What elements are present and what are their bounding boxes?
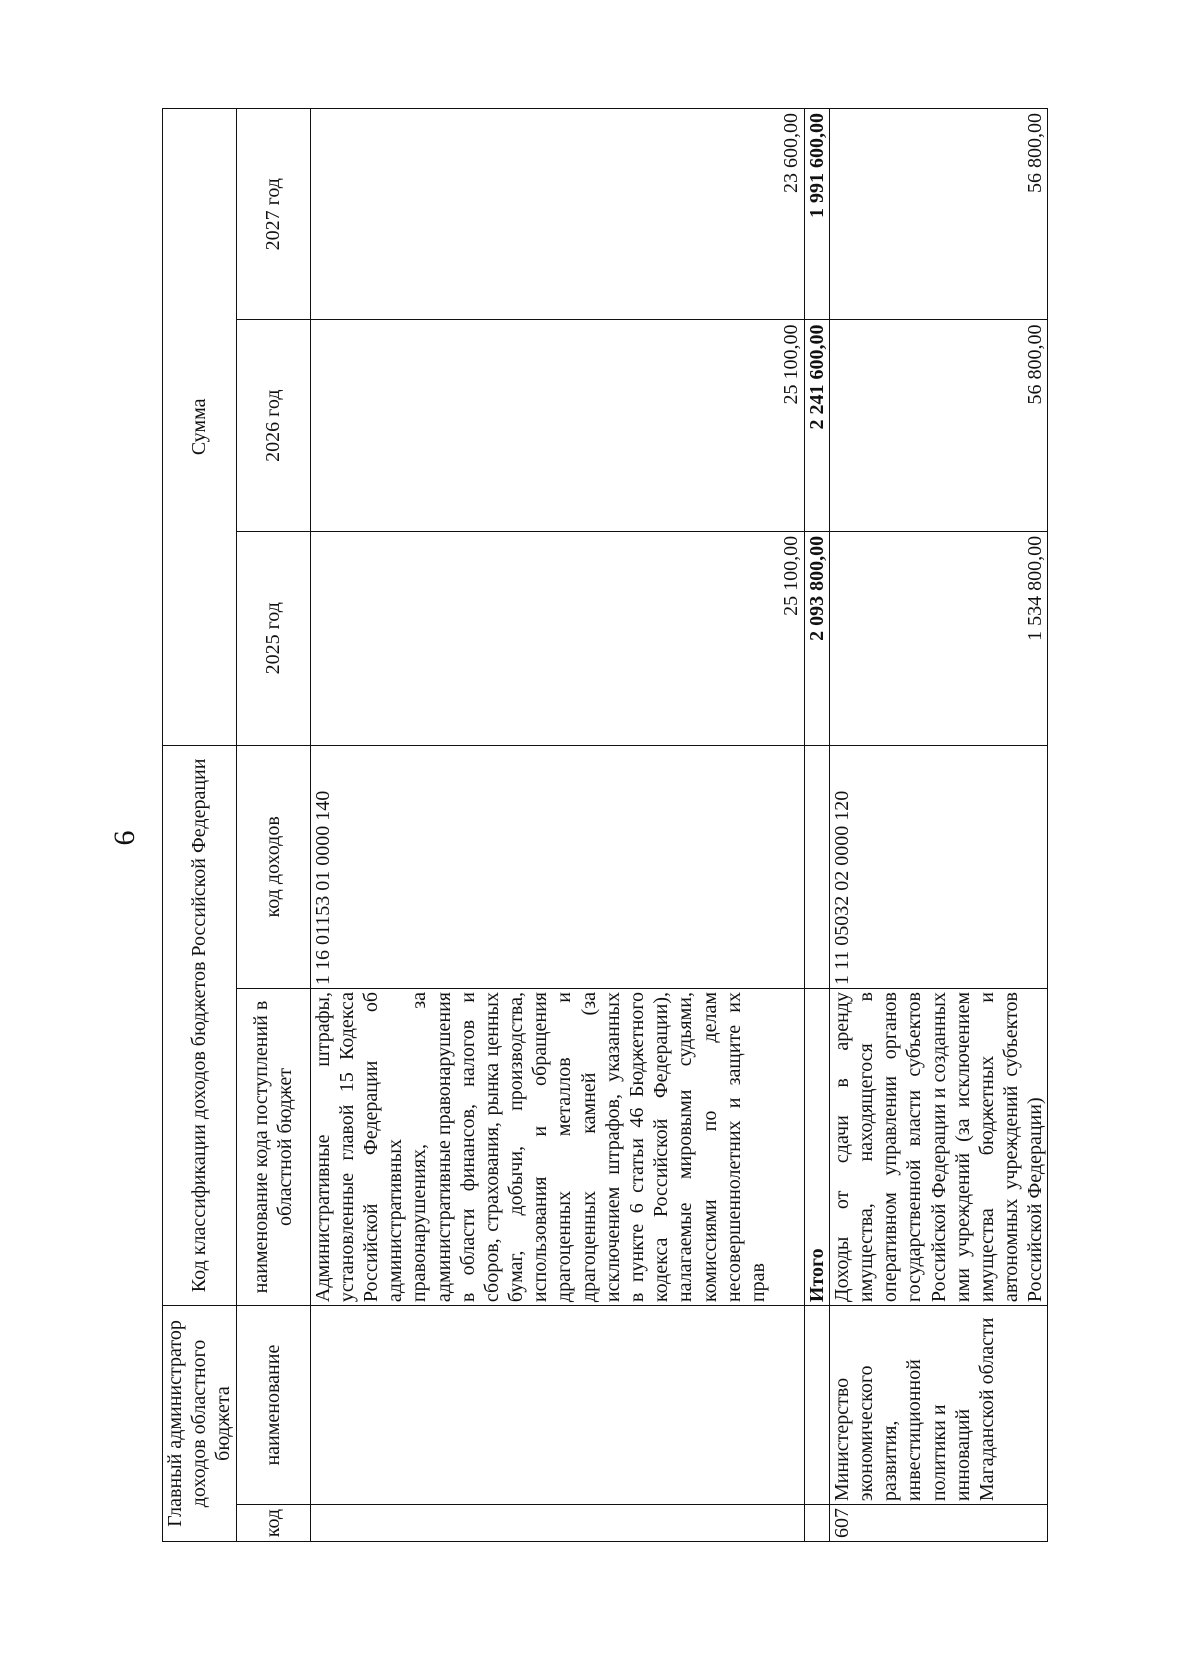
page-number: 6	[108, 830, 141, 846]
header-year-2025: 2025 год	[236, 531, 310, 745]
table-row	[310, 109, 804, 1542]
header-code: код	[236, 1505, 310, 1542]
header-year-2026: 2026 год	[236, 320, 310, 531]
row-admin-code	[804, 1505, 829, 1542]
revenue-table	[162, 108, 1048, 1542]
total-amount-2026: 2 241 600,00	[804, 320, 829, 531]
total-label: Итого	[804, 989, 829, 1306]
row-revenue-code: 1 11 05032 02 0000 120	[829, 745, 1048, 988]
row-revenue-name: Доходы от сдачи в аренду имущества, находящегося в оперативном управлении органов государственной власти субъектов Российской Федерации и созданных ими учреждений (за исключением имущества бюджетных и автономных учреждений субъектов Российской Федерации)	[829, 989, 1048, 1306]
row-admin-name	[804, 1306, 829, 1505]
row-admin-name	[310, 1306, 804, 1505]
row-amount-2026: 25 100,00	[310, 320, 804, 531]
header-revenue-name: наименование кода поступлений в областной бюджет	[236, 989, 310, 1306]
row-admin-code	[310, 1505, 804, 1542]
total-amount-2025: 2 093 800,00	[804, 531, 829, 745]
row-amount-2025: 1 534 800,00	[829, 531, 1048, 745]
header-sum-group: Сумма	[163, 109, 237, 746]
row-admin-code: 607	[829, 1505, 1048, 1542]
revenue-table-rotated	[162, 108, 1047, 1542]
row-amount-2025: 25 100,00	[310, 531, 804, 745]
header-admin-group: Главный администратор доходов областного бюджета	[163, 1306, 237, 1542]
row-revenue-name: Административные штрафы, установленные главой 15 Кодекса Российской Федерации об административных правонарушениях, за административные правонарушения в области финансов, налогов и сборов, страхования, рынка ценных бумаг, добычи, производства, использования и обращения драгоценных металлов и драгоценных камней (за исключением штрафов, указанных в пункте 6 статьи 46 Бюджетного кодекса Российской Федерации), налагаемые мировыми судьями, комиссиями по делам несовершеннолетних и защите их прав	[310, 989, 804, 1306]
total-row	[804, 109, 829, 1542]
row-revenue-code: 1 16 01153 01 0000 140	[310, 745, 804, 988]
header-classification-group: Код классификации доходов бюджетов Российской Федерации	[163, 745, 237, 1305]
row-amount-2026: 56 800,00	[829, 320, 1048, 531]
row-admin-name: Министерство экономического развития, инвестиционной политики и инноваций Магаданской области	[829, 1306, 1048, 1505]
table-row	[829, 109, 1048, 1542]
header-year-2027: 2027 год	[236, 109, 310, 320]
row-amount-2027: 56 800,00	[829, 109, 1048, 320]
header-name: наименование	[236, 1306, 310, 1505]
revenue-table-wrapper	[162, 108, 1200, 1538]
header-revenue-code: код доходов	[236, 745, 310, 988]
row-amount-2027: 23 600,00	[310, 109, 804, 320]
total-amount-2027: 1 991 600,00	[804, 109, 829, 320]
row-revenue-code	[804, 745, 829, 988]
